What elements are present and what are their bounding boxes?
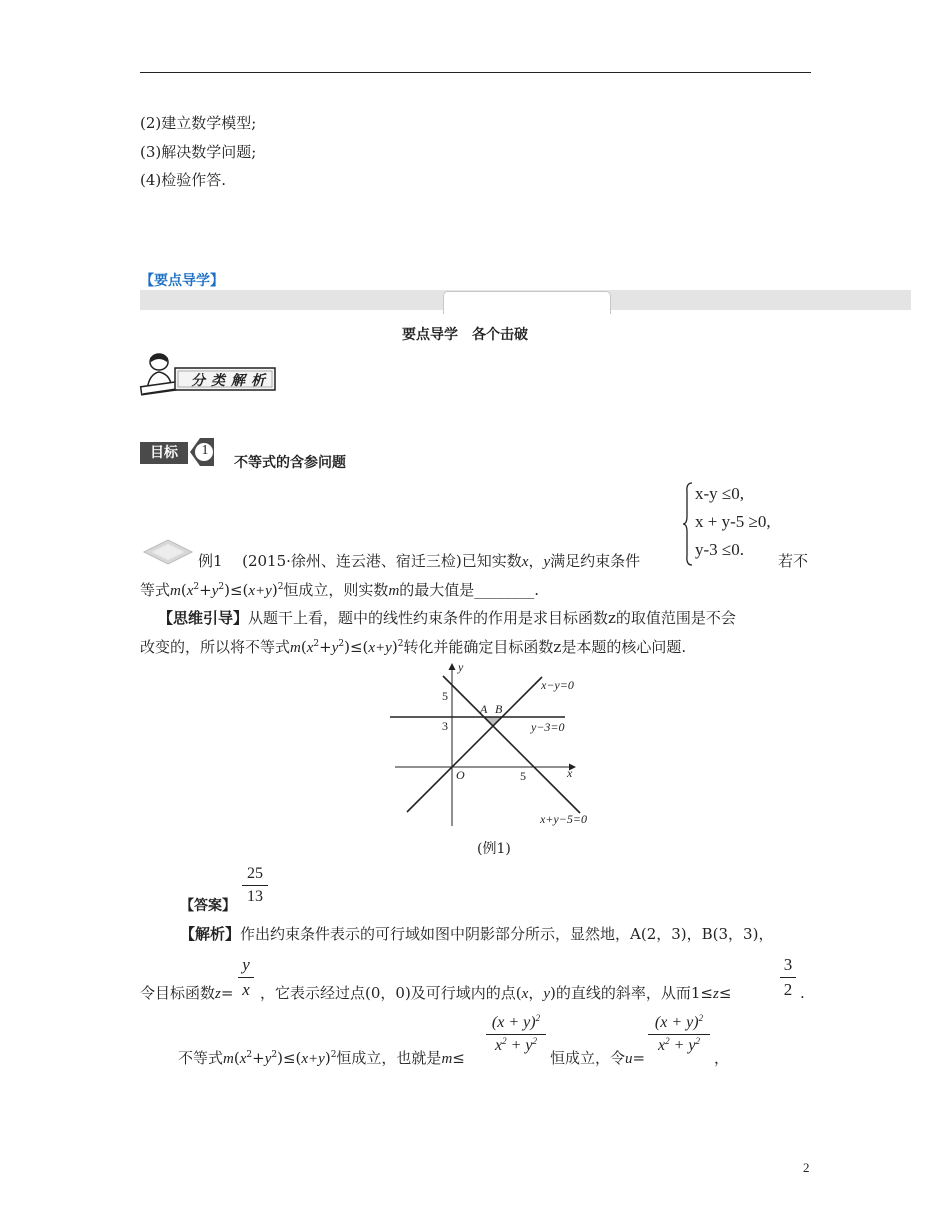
header-rule xyxy=(140,72,811,73)
plus: + xyxy=(252,1049,265,1067)
exp: 2 xyxy=(271,1050,278,1060)
big-num-text: (x + y) xyxy=(654,1014,699,1031)
var-m: m xyxy=(388,583,400,599)
figure-caption: (例1) xyxy=(477,841,511,857)
exp: 2 xyxy=(330,1050,337,1060)
big-fraction-2 xyxy=(648,1014,710,1055)
text-b: 恒成立，则实数 xyxy=(283,581,389,599)
target-badge xyxy=(140,436,220,468)
paren: )≤( xyxy=(277,1049,302,1067)
example-source: (2015·徐州、连云港、宿迁三检)已知实数 xyxy=(242,552,522,570)
paren: ( xyxy=(233,1049,240,1067)
var-x: x xyxy=(521,554,529,570)
var-y: y xyxy=(264,1051,272,1067)
var-m: m xyxy=(170,583,181,599)
constraint-2: x + y-5 ≥0, xyxy=(695,512,771,531)
slope-num: y xyxy=(242,955,250,974)
fig-label-x: x xyxy=(567,766,573,780)
big-num-text: (x + y) xyxy=(491,1014,536,1031)
exp: 2 xyxy=(246,1050,253,1060)
paren: )≤( xyxy=(224,581,249,599)
text-a: 令目标函数 xyxy=(140,984,216,1002)
example-label: 例1 xyxy=(198,552,223,570)
big-num xyxy=(486,1014,546,1032)
category-badge-label: 分类解析 xyxy=(191,373,271,389)
var-u: u xyxy=(625,1051,633,1067)
den-x: x xyxy=(657,1037,666,1054)
paren: ( xyxy=(180,581,187,599)
fig-label-origin: O xyxy=(456,768,465,782)
example-line-2 xyxy=(140,580,539,601)
den-y: y xyxy=(525,1037,533,1054)
fig-line-label-1: x−y=0 xyxy=(541,678,574,692)
constraint-system xyxy=(683,480,793,566)
var-y: y xyxy=(211,583,219,599)
fig-tick-5x: 5 xyxy=(520,769,526,783)
big-den xyxy=(486,1037,546,1055)
var-m: m xyxy=(290,640,301,656)
section-title: 要点导学 各个击破 xyxy=(402,327,528,343)
answer-label: 【答案】 xyxy=(180,898,236,914)
eq: = xyxy=(220,984,234,1002)
diamond-icon xyxy=(140,538,196,566)
constraint-3: y-3 ≤0. xyxy=(695,540,744,559)
le: ≤ xyxy=(718,984,732,1002)
fig-line-label-2: y−3=0 xyxy=(531,720,565,734)
section-tab xyxy=(443,291,611,314)
var-xy: x+y xyxy=(248,583,272,599)
analysis-text-1: 作出约束条件表示的可行域如图中阴影部分所示，显然地，A(2，3)，B(3，3)， xyxy=(240,925,774,943)
exp: 2 xyxy=(397,639,404,649)
exp: 2 xyxy=(535,1013,541,1023)
var-y: y xyxy=(543,986,551,1002)
exp: 2 xyxy=(502,1036,507,1046)
var-m: m xyxy=(441,1051,453,1067)
var-y: y xyxy=(543,554,551,570)
var-m: m xyxy=(223,1051,234,1067)
slope-fraction xyxy=(238,955,254,1000)
example-tail: 若不 xyxy=(778,552,809,570)
var-x: x xyxy=(521,986,529,1002)
text-c: )的直线的斜率，从而1≤ xyxy=(550,984,713,1002)
fraction-bar xyxy=(648,1034,710,1035)
range-num: 3 xyxy=(783,955,793,974)
answer-den: 13 xyxy=(247,888,263,905)
page-number: 2 xyxy=(803,1160,810,1175)
constraint-1: x-y ≤0, xyxy=(695,484,744,503)
den-plus: + xyxy=(506,1037,526,1054)
fraction-bar xyxy=(238,977,254,978)
var-x: x xyxy=(186,583,194,599)
key-points-heading: 【要点导学】 xyxy=(140,273,224,289)
text-b: ，它表示经过点(0，0)及可行域内的点( xyxy=(260,984,522,1002)
le: ≤ xyxy=(452,1049,465,1067)
paren: )≤( xyxy=(344,638,369,656)
var-xy: x+y xyxy=(301,1051,325,1067)
answer-fraction xyxy=(242,865,268,906)
big-num xyxy=(648,1014,710,1032)
hint-line-2 xyxy=(140,637,686,658)
var-y: y xyxy=(331,640,339,656)
exp: 2 xyxy=(532,1036,537,1046)
range-den: 2 xyxy=(783,980,793,999)
paren: ) xyxy=(391,638,398,656)
analysis-line-3-end: ， xyxy=(714,1049,730,1067)
paren: ) xyxy=(324,1049,331,1067)
analysis-line-1 xyxy=(180,924,773,944)
analysis-line-3b xyxy=(550,1048,645,1069)
var-xy: x+y xyxy=(368,640,392,656)
fig-point-a: A xyxy=(480,702,488,716)
plus: + xyxy=(319,638,332,656)
step-2: (2)建立数学模型; xyxy=(140,114,257,132)
text-a: 等式 xyxy=(140,581,171,599)
exp: 2 xyxy=(193,582,200,592)
big-den xyxy=(648,1037,710,1055)
exp: 2 xyxy=(277,582,284,592)
fraction-bar xyxy=(242,885,268,886)
var-z: z xyxy=(712,986,719,1002)
paren: ) xyxy=(271,581,278,599)
fig-point-b: B xyxy=(495,702,503,716)
exp: 2 xyxy=(695,1036,700,1046)
step-4: (4)检验作答. xyxy=(140,171,227,189)
answer-num: 25 xyxy=(247,865,263,882)
brace-icon xyxy=(683,482,693,566)
hint-line-1 xyxy=(158,608,736,628)
answer-blank: ________. xyxy=(474,581,540,599)
fig-tick-3y: 3 xyxy=(442,719,448,733)
hint-text-a: 改变的，所以将不等式 xyxy=(140,638,291,656)
analysis-line-2a xyxy=(140,983,233,1004)
step-3: (3)解决数学问题; xyxy=(140,143,257,161)
fig-line-label-3: x+y−5=0 xyxy=(540,812,587,826)
category-badge xyxy=(139,350,279,398)
example-line-1 xyxy=(198,551,640,572)
fraction-bar xyxy=(486,1034,546,1035)
eq: = xyxy=(632,1049,646,1067)
line-x-plus-y-minus-5 xyxy=(443,676,580,813)
hint-label: 【思维引导】 xyxy=(158,609,249,627)
exp: 2 xyxy=(698,1013,704,1023)
exp: 2 xyxy=(665,1036,670,1046)
den-x: x xyxy=(494,1037,503,1054)
sep: ， xyxy=(528,552,544,570)
analysis-line-3a xyxy=(178,1048,465,1069)
analysis-line-2-end: . xyxy=(800,984,805,1002)
analysis-label: 【解析】 xyxy=(180,925,241,943)
exp: 2 xyxy=(218,582,225,592)
range-fraction xyxy=(780,955,796,1000)
hint-text-b: 转化并能确定目标函数z是本题的核心问题. xyxy=(403,638,687,656)
exp: 2 xyxy=(338,639,345,649)
var-z: z xyxy=(215,986,221,1002)
target-number: 1 xyxy=(201,443,209,458)
analysis-line-2b xyxy=(260,983,731,1004)
target-label: 目标 xyxy=(140,442,188,464)
text-c: 恒成立，令 xyxy=(550,1049,626,1067)
var-x: x xyxy=(239,1051,247,1067)
slope-den: x xyxy=(242,980,250,999)
plus: + xyxy=(199,581,212,599)
feasible-region-figure xyxy=(385,660,615,830)
fig-label-y: y xyxy=(458,660,464,674)
text-b: 恒成立，也就是 xyxy=(336,1049,442,1067)
exp: 2 xyxy=(313,639,320,649)
den-y: y xyxy=(688,1037,696,1054)
big-fraction-1 xyxy=(486,1014,546,1055)
hint-text: 从题干上看，题中的线性约束条件的作用是求目标函数z的取值范围是不会 xyxy=(248,609,736,627)
fig-tick-5y: 5 xyxy=(442,689,448,703)
paren: ( xyxy=(300,638,307,656)
text-c: 的最大值是 xyxy=(399,581,475,599)
text-a: 不等式 xyxy=(178,1049,224,1067)
fraction-bar xyxy=(780,977,796,978)
var-x: x xyxy=(306,640,314,656)
target-title: 不等式的含参问题 xyxy=(234,455,346,471)
line-x-minus-y xyxy=(407,677,542,812)
den-plus: + xyxy=(669,1037,689,1054)
condition-text: 满足约束条件 xyxy=(550,552,641,570)
comma: ， xyxy=(528,984,544,1002)
